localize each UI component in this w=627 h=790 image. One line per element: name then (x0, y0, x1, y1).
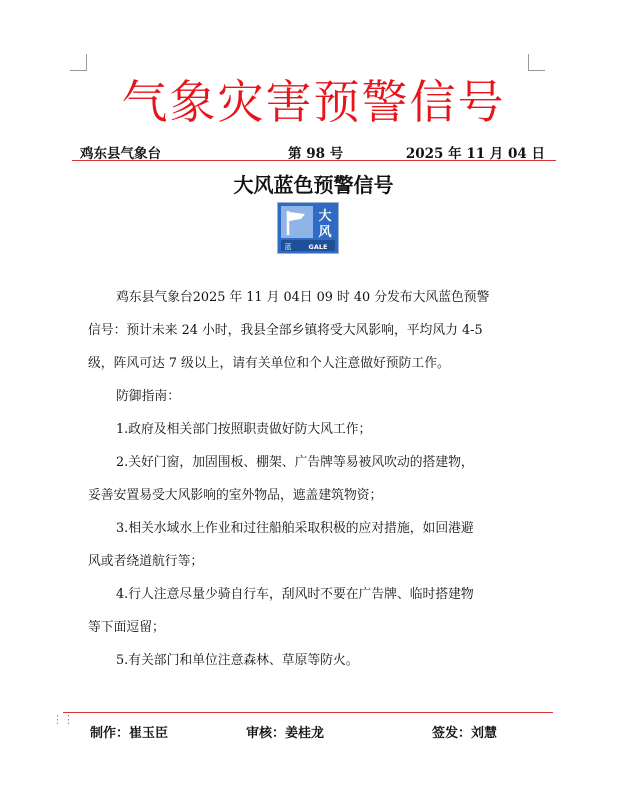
body-line: 信号：预计未来 24 小时，我县全部乡镇将受大风影响，平均风力 4-5 (88, 323, 483, 338)
guide-item: 2.关好门窗，加固围板、棚架、广告牌等易被风吹动的搭建物， (116, 455, 474, 470)
guide-item: 4.行人注意尽量少骑自行车，刮风时不要在广告牌、临时搭建物 (116, 587, 474, 602)
footer-divider (63, 712, 553, 713)
footer-issuer: 签发：刘慧 (432, 726, 498, 741)
crop-mark-top-right (528, 54, 545, 71)
signal-icon-level: 蓝 (284, 243, 292, 251)
signal-icon-label: GALE (308, 243, 328, 251)
guide-item: 5.有关部门和单位注意森林、草原等防火。 (116, 653, 359, 668)
defense-guide-title: 防御指南： (116, 389, 180, 404)
footer-maker: 制作：崔玉臣 (90, 726, 169, 741)
header-divider (72, 160, 556, 161)
drag-handle-icon[interactable]: ⋮⋮ (52, 713, 74, 726)
issue-number: 第 98 号 (288, 146, 344, 162)
issue-date: 2025 年 11 月 04 日 (405, 146, 545, 162)
crop-mark-top-left (70, 54, 87, 71)
alert-body (88, 281, 534, 677)
body-line: 级，阵风可达 7 级以上，请有关单位和个人注意做好预防工作。 (88, 356, 450, 371)
signal-icon-text-bottom: 风 (318, 225, 332, 240)
document-title: 气象灾害预警信号 (121, 75, 506, 129)
guide-item-continued: 等下面逗留； (88, 620, 165, 635)
issuing-office: 鸡东县气象台 (80, 146, 161, 162)
footer-reviewer: 审核：姜桂龙 (246, 726, 325, 741)
signal-icon-text-top: 大 (318, 209, 332, 224)
guide-item-continued: 风或者绕道航行等； (88, 554, 204, 569)
body-line: 鸡东县气象台2025 年 11 月 04日 09 时 40 分发布大风蓝色预警 (116, 290, 490, 305)
guide-item: 1.政府及相关部门按照职责做好防大风工作； (116, 422, 372, 437)
guide-item-continued: 妥善安置易受大风影响的室外物品，遮盖建筑物资； (88, 488, 383, 503)
footer-row (90, 722, 510, 740)
header-row (80, 142, 545, 160)
signal-subtitle: 大风蓝色预警信号 (233, 173, 394, 197)
guide-item: 3.相关水域水上作业和过往船舶采取积极的应对措施，如回港避 (116, 521, 474, 536)
wind-blue-signal-icon (277, 202, 339, 254)
